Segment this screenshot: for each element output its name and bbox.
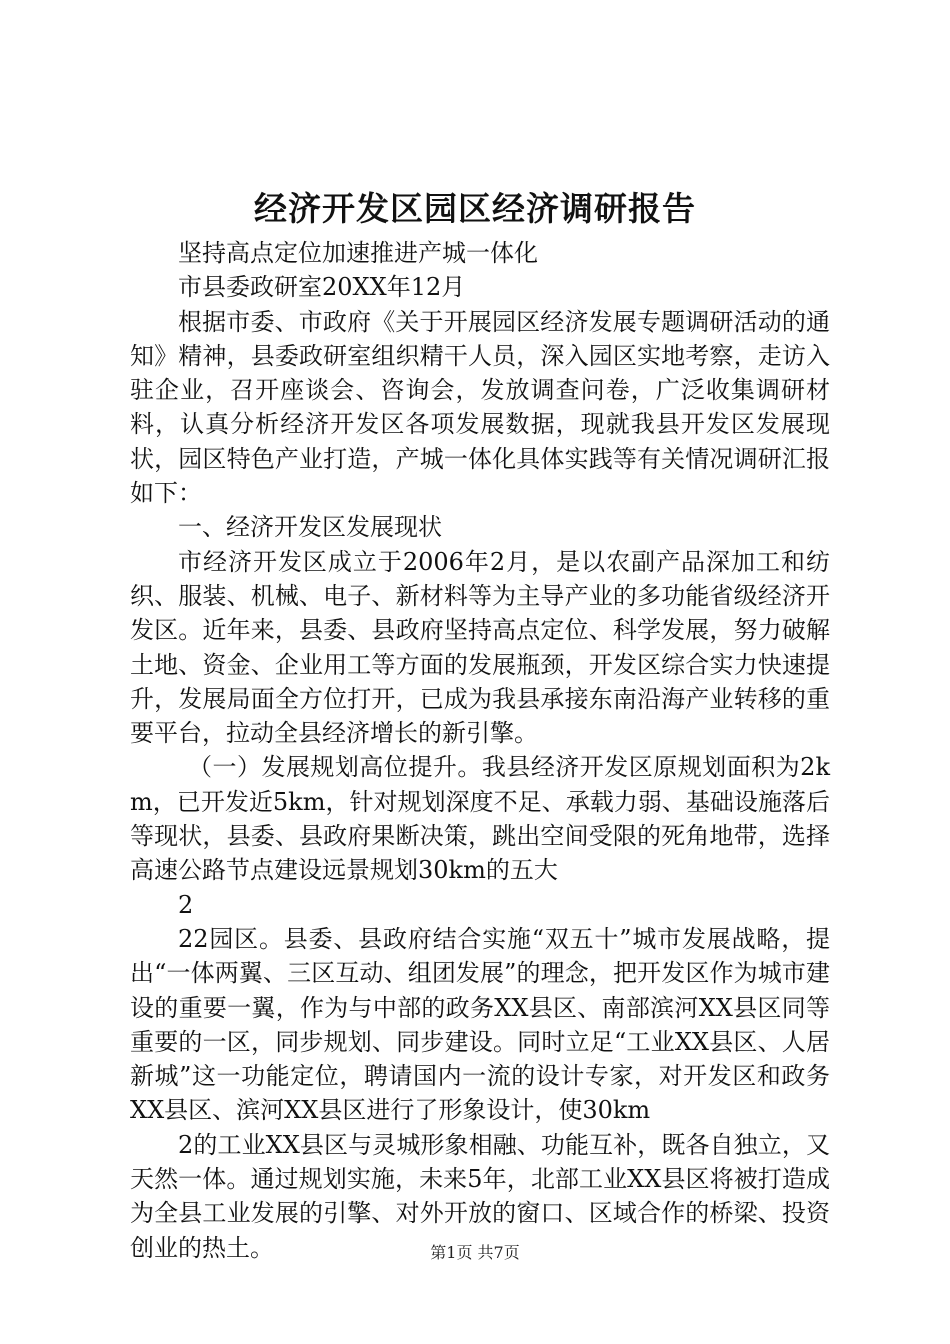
page-footer: 第1页 共7页 — [430, 1243, 520, 1262]
document-title: 经济开发区园区经济调研报告 — [254, 189, 696, 228]
body-paragraph: 市经济开发区成立于2006年2月，是以农副产品深加工和纺织、服装、机械、电子、新材料等为主导产业的多功能省级经济开发区。近年来，县委、县政府坚持高点定位、科学发展，努力破解土地、资金、企业用工等方面的发展瓶颈，开发区综合实力快速提升，发展局面全方位打开，已成为我县承接东南沿海产业转移的重要平台，拉动全县经济增长的新引擎。 — [130, 547, 830, 748]
author-date-paragraph: 市县委政研室20XX年12月 — [178, 273, 466, 302]
section-heading: 一、经济开发区发展现状 — [178, 513, 442, 542]
intro-paragraph: 根据市委、市政府《关于开展园区经济发展专题调研活动的通知》精神，县委政研室组织精干人员，深入园区实地考察，走访入驻企业，召开座谈会、咨询会，发放调查问卷，广泛收集调研材料，认真分析经济开发区各项发展数据，现就我县开发区发展现状，园区特色产业打造，产城一体化具体实践等有关情况调研汇报如下： — [130, 307, 830, 508]
body-paragraph: 22园区。县委、县政府结合实施“双五十”城市发展战略，提出“一体两翼、三区互动、组团发展”的理念，把开发区作为城市建设的重要一翼，作为与中部的政务XX县区、南部滨河XX县区同等重要的一区，同步规划、同步建设。同时立足“工业XX县区、人居新城”这一功能定位，聘请国内一流的设计专家，对开发区和政务XX县区、滨河XX县区进行了形象设计，使30km — [130, 924, 830, 1125]
body-paragraph: 2的工业XX县区与灵城形象相融、功能互补，既各自独立，又天然一体。通过规划实施，未来5年，北部工业XX县区将被打造成为全县工业发展的引擎、对外开放的窗口、区域合作的桥梁、投资创业的热土。 — [130, 1130, 830, 1262]
document-body — [130, 236, 830, 1265]
body-paragraph: （一）发展规划高位提升。我县经济开发区原规划面积为2km，已开发近5km，针对规划深度不足、承载力弱、基础设施落后等现状，县委、县政府果断决策，跳出空间受限的死角地带，选择高速公路节点建设远景规划30km的五大 — [130, 753, 830, 885]
superscript-fragment: 2 — [178, 890, 194, 919]
subtitle-paragraph: 坚持高点定位加速推进产城一体化 — [178, 239, 538, 267]
